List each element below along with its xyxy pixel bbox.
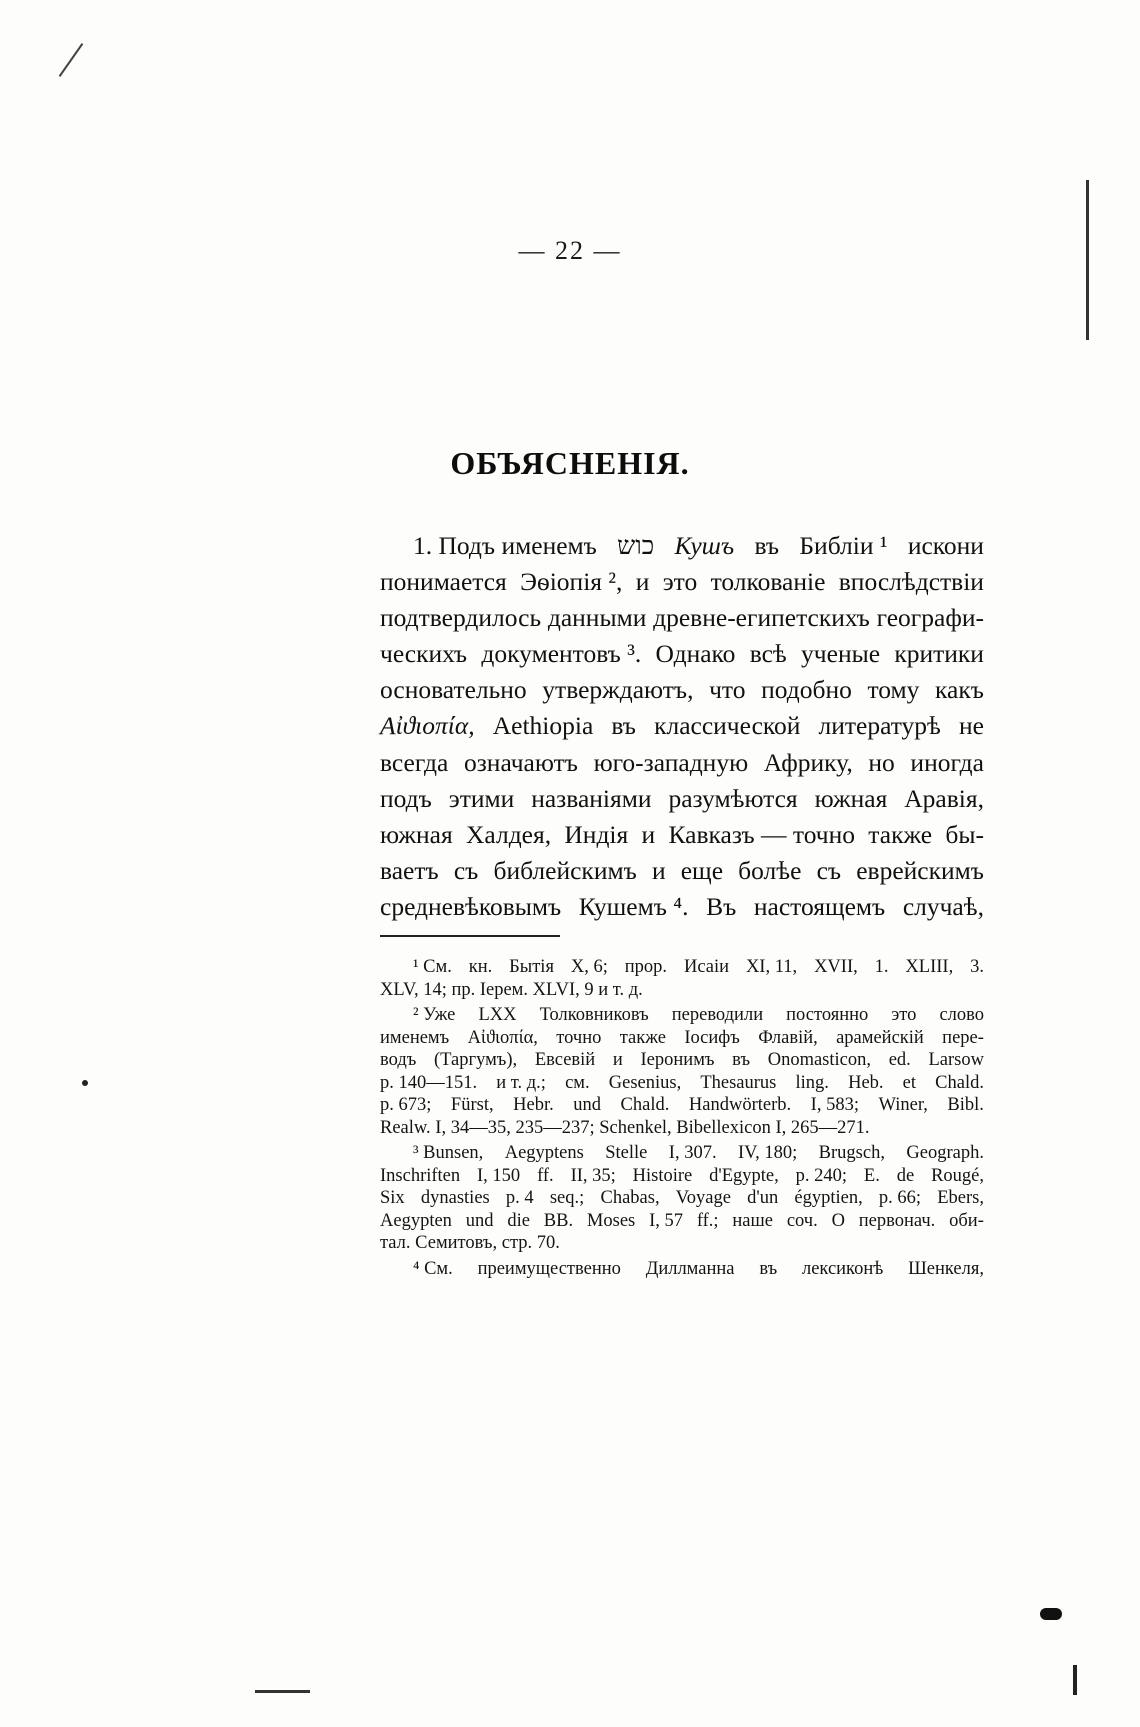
body-word: Αἰϑιοπία,	[380, 711, 475, 741]
footnote-word: E.	[863, 1165, 880, 1186]
footnote-word: арамейскій	[836, 1027, 924, 1048]
footnote-word: Chald.	[620, 1095, 670, 1115]
footnote-word: X, 6;	[570, 957, 608, 977]
footnote-word: Іеронимъ	[640, 1050, 715, 1070]
body-word: иногда	[910, 747, 984, 777]
body-word: Индія	[564, 819, 629, 849]
footnotes-section	[380, 956, 984, 1283]
body-word: съ	[453, 855, 479, 885]
footnote-word: тал. Семитовъ, стр. 70.	[380, 1233, 560, 1253]
footnote-divider	[380, 935, 560, 937]
footnote-word: слово	[939, 1005, 984, 1025]
body-word: Кушемъ ⁴.	[578, 891, 689, 921]
body-word: классической	[654, 711, 801, 741]
footnote-word: наше	[732, 1210, 773, 1231]
body-paragraph	[380, 528, 984, 925]
footnote-word: пере-	[942, 1027, 984, 1048]
footnote-line	[380, 1142, 984, 1165]
body-word: утверждаютъ,	[542, 675, 694, 705]
footnote-word: Moses	[586, 1210, 636, 1231]
footnote-word: см.	[565, 1072, 590, 1093]
body-word: Въ	[706, 891, 737, 921]
footnote-line	[380, 1094, 984, 1117]
body-word: Библіи ¹	[799, 531, 888, 560]
footnote-word: Voyage	[675, 1188, 731, 1208]
footnote-word: Gesenius,	[608, 1072, 682, 1093]
body-word: настоящемъ	[753, 891, 886, 921]
footnote-word: Brugsch,	[818, 1143, 885, 1163]
footnote-word: оби-	[949, 1210, 984, 1231]
body-line	[380, 672, 984, 708]
body-word: какъ	[935, 675, 984, 705]
footnote-word: Chald.	[935, 1072, 984, 1093]
footnote-line	[380, 1004, 984, 1027]
footnote-word: p. 240;	[795, 1165, 848, 1186]
footnote-word: соч.	[786, 1210, 818, 1231]
body-word: названіями	[531, 783, 652, 813]
footnote-word: XI, 11,	[745, 957, 798, 977]
footnote-word: I, 583;	[810, 1095, 859, 1115]
footnote-word: и т. д.;	[496, 1072, 546, 1093]
footnote-word: und	[573, 1095, 601, 1115]
footnote-word: и	[612, 1050, 623, 1070]
footnote-word: Іосифъ	[684, 1027, 740, 1048]
body-word: Африку,	[763, 747, 853, 777]
body-word: библейскимъ	[493, 855, 637, 885]
scan-mark-bottom-right-edge	[1073, 1665, 1077, 1695]
footnote-line	[380, 1232, 984, 1255]
footnote-word: ff.	[537, 1165, 554, 1186]
footnote-word: Six	[380, 1188, 405, 1208]
footnote-word: Realw. I, 34—35, 235—237; Schenkel, Bibellexicon I, 265—271.	[380, 1117, 870, 1138]
body-word: что	[709, 675, 746, 705]
footnote-word: Aegypten	[380, 1210, 452, 1231]
scan-mark-top-left	[59, 43, 84, 77]
footnote-word: Rougé,	[931, 1165, 984, 1186]
body-word: еврейскимъ	[856, 855, 984, 885]
footnote-word: XLIII,	[905, 957, 954, 977]
footnote-word: und	[465, 1210, 494, 1231]
body-word: это	[662, 567, 698, 597]
footnote-word: die	[507, 1210, 530, 1231]
footnote-word: ling.	[795, 1072, 829, 1093]
body-word: Однако	[655, 639, 736, 669]
footnote-word: BB.	[543, 1210, 574, 1231]
body-word: въ	[611, 711, 636, 741]
footnote-word: Winer,	[878, 1095, 928, 1115]
footnote-word: seq.;	[549, 1188, 585, 1208]
body-word: כוש	[617, 531, 655, 560]
footnote-word: Диллманна	[645, 1258, 735, 1279]
footnote-word: p. 140—151.	[380, 1072, 478, 1093]
footnote-line	[380, 956, 984, 979]
footnote-word: II, 35;	[570, 1165, 616, 1186]
body-word: литературѣ	[818, 711, 941, 741]
footnote-word: преимущественно	[477, 1258, 621, 1279]
footnote-word: Thesaurus	[700, 1072, 777, 1093]
body-line	[380, 708, 984, 744]
footnote-word: Флавій,	[758, 1027, 818, 1048]
footnote-word: переводили	[671, 1005, 764, 1025]
scan-mark-bottom-left	[255, 1690, 310, 1693]
body-word: Эѳіопія ²,	[520, 567, 623, 597]
body-word: ваетъ	[380, 855, 439, 885]
footnote-word: въ	[759, 1258, 778, 1279]
body-word: и	[635, 567, 650, 597]
footnote-word: p. 66;	[878, 1188, 922, 1208]
footnote	[380, 1004, 984, 1139]
body-word: понимается	[380, 567, 507, 597]
body-word: Aethiopia	[492, 711, 594, 741]
footnote-word: I, 57	[649, 1210, 683, 1231]
footnote-word: (Таргумъ),	[434, 1050, 518, 1070]
footnote	[380, 1258, 984, 1281]
body-line	[380, 636, 984, 672]
footnote-word: Исаіи	[683, 957, 730, 977]
footnote-word: Hebr.	[513, 1095, 554, 1115]
body-word: документовъ ³.	[481, 639, 642, 669]
body-line	[380, 889, 984, 925]
footnote-word: ed.	[888, 1050, 911, 1070]
body-word: всегда	[380, 747, 449, 777]
body-line	[380, 564, 984, 600]
body-word: ческихъ	[380, 639, 468, 669]
footnote-word: ² Уже	[413, 1005, 456, 1025]
footnote-word: Histoire	[632, 1165, 693, 1186]
section-title: ОБЪЯСНЕНІЯ.	[450, 445, 690, 481]
footnote-word: прор.	[624, 957, 668, 977]
body-word: этими	[448, 783, 515, 813]
footnote-word: Stelle	[605, 1143, 648, 1163]
body-word: основательно	[380, 675, 527, 705]
body-word: южная	[814, 783, 888, 813]
body-word: данными	[547, 603, 647, 633]
footnote-word: ⁴ См.	[413, 1258, 453, 1279]
body-word: подтвердилось	[380, 603, 542, 633]
body-word: Кавказъ — точно	[668, 819, 856, 849]
footnote-word: Ebers,	[937, 1188, 984, 1208]
body-word: всѣ	[749, 639, 787, 669]
footnote-word: кн.	[468, 957, 493, 977]
body-word: не	[958, 711, 984, 741]
body-word: искони	[907, 531, 984, 560]
body-word: и	[651, 855, 666, 885]
footnote-word: Шенкеля,	[908, 1258, 984, 1279]
footnote-word: IV, 180;	[737, 1143, 798, 1163]
footnote-word: постоянно	[786, 1005, 869, 1025]
footnote-word: p. 673;	[380, 1095, 432, 1115]
footnote-word: Larsow	[928, 1050, 984, 1070]
footnote-word: также	[619, 1027, 666, 1048]
scan-mark-left-dot	[82, 1080, 88, 1086]
footnote-line	[380, 1117, 984, 1140]
footnote-word: Αἰϑιοπία,	[467, 1027, 538, 1048]
body-word: и	[641, 819, 656, 849]
body-word: означаютъ	[463, 747, 578, 777]
footnote-line	[380, 1187, 984, 1210]
footnote	[380, 1142, 984, 1255]
footnote-word: это	[891, 1005, 917, 1025]
body-word: ученые	[801, 639, 881, 669]
footnote-word: Onomasticon,	[767, 1050, 871, 1070]
footnote-line	[380, 1165, 984, 1188]
footnote-word: égyptien,	[794, 1188, 863, 1208]
footnote-word: et	[902, 1072, 917, 1093]
footnote-word: Толковниковъ	[539, 1005, 649, 1025]
body-word: Аравія,	[904, 783, 984, 813]
body-word: но	[868, 747, 895, 777]
footnote-word: 3.	[970, 957, 984, 977]
footnote-word: лексиконѣ	[801, 1258, 884, 1279]
body-word: критики	[894, 639, 984, 669]
body-line	[380, 781, 984, 817]
body-word: географи-	[876, 603, 984, 633]
body-line	[380, 600, 984, 636]
footnote-word: первонач.	[858, 1210, 936, 1231]
body-word: въ	[754, 531, 780, 560]
footnote-word: p. 4	[505, 1188, 534, 1208]
footnote-word: точно	[556, 1027, 602, 1048]
page-number: — 22 —	[518, 236, 622, 265]
body-word: еще	[680, 855, 724, 885]
footnote-word: d'un	[747, 1188, 779, 1208]
footnote-word: Бытія	[509, 957, 554, 977]
footnote-word: I, 150	[477, 1165, 521, 1186]
footnote-word: 1.	[874, 957, 889, 977]
footnote	[380, 956, 984, 1001]
footnote-word: въ	[732, 1050, 751, 1070]
body-word: съ	[816, 855, 842, 885]
footnote-word: Handwörterb.	[688, 1095, 792, 1115]
footnote-line	[380, 1258, 984, 1281]
footnote-word: Chabas,	[600, 1188, 660, 1208]
footnote-word: Heb.	[848, 1072, 884, 1093]
footnote-word: Inschriften	[380, 1165, 461, 1186]
body-word: тому	[867, 675, 920, 705]
body-word: средневѣковымъ	[380, 891, 562, 921]
footnote-line	[380, 1210, 984, 1233]
footnote-line	[380, 979, 984, 1002]
body-line	[380, 528, 984, 564]
footnote-line	[380, 1027, 984, 1050]
footnote-word: XLV, 14; пр. Іерем. XLVI, 9 и т. д.	[380, 979, 643, 1000]
footnote-word: Aegyptens	[504, 1143, 584, 1163]
body-word: подобно	[761, 675, 852, 705]
footnote-word: d'Egypte,	[709, 1165, 779, 1186]
body-word: 1. Подъ именемъ	[413, 531, 597, 560]
footnote-word: Geograph.	[906, 1143, 984, 1163]
scan-mark-bottom-right	[1040, 1608, 1062, 1620]
footnote-word: ³ Bunsen,	[413, 1143, 484, 1163]
footnote-word: водъ	[380, 1050, 417, 1070]
footnote-word: О	[831, 1210, 845, 1231]
body-word: также	[868, 819, 933, 849]
footnote-word: Bibl.	[947, 1095, 984, 1115]
footnote-line	[380, 1072, 984, 1095]
footnote-word: LXX	[478, 1005, 517, 1025]
body-word: бы-	[945, 819, 984, 849]
footnote-word: Fürst,	[450, 1095, 494, 1115]
footnote-line	[380, 1049, 984, 1072]
body-word: случаѣ,	[902, 891, 984, 921]
footnote-word: XVII,	[814, 957, 858, 977]
body-word: Халдея,	[466, 819, 552, 849]
body-word: подъ	[380, 783, 432, 813]
footnote-word: Евсевій	[534, 1050, 596, 1070]
footnote-word: именемъ	[380, 1027, 450, 1048]
body-line	[380, 817, 984, 853]
body-word: болѣе	[738, 855, 802, 885]
body-word: впослѣдствіи	[838, 567, 984, 597]
body-line	[380, 853, 984, 889]
body-word: древне-египетскихъ	[653, 603, 870, 633]
footnote-word: dynasties	[420, 1188, 490, 1208]
footnote-word: de	[896, 1165, 915, 1186]
body-word: юго-западную	[593, 747, 749, 777]
scan-mark-right-edge	[1086, 180, 1089, 340]
body-word: разумѣются	[668, 783, 798, 813]
footnote-word: ¹ См.	[413, 957, 452, 977]
body-word: южная	[380, 819, 453, 849]
body-word: толкованіе	[710, 567, 826, 597]
footnote-word: ff.;	[696, 1210, 719, 1231]
footnote-word: I, 307.	[668, 1143, 717, 1163]
body-word: Кушъ	[674, 531, 735, 560]
body-line	[380, 745, 984, 781]
